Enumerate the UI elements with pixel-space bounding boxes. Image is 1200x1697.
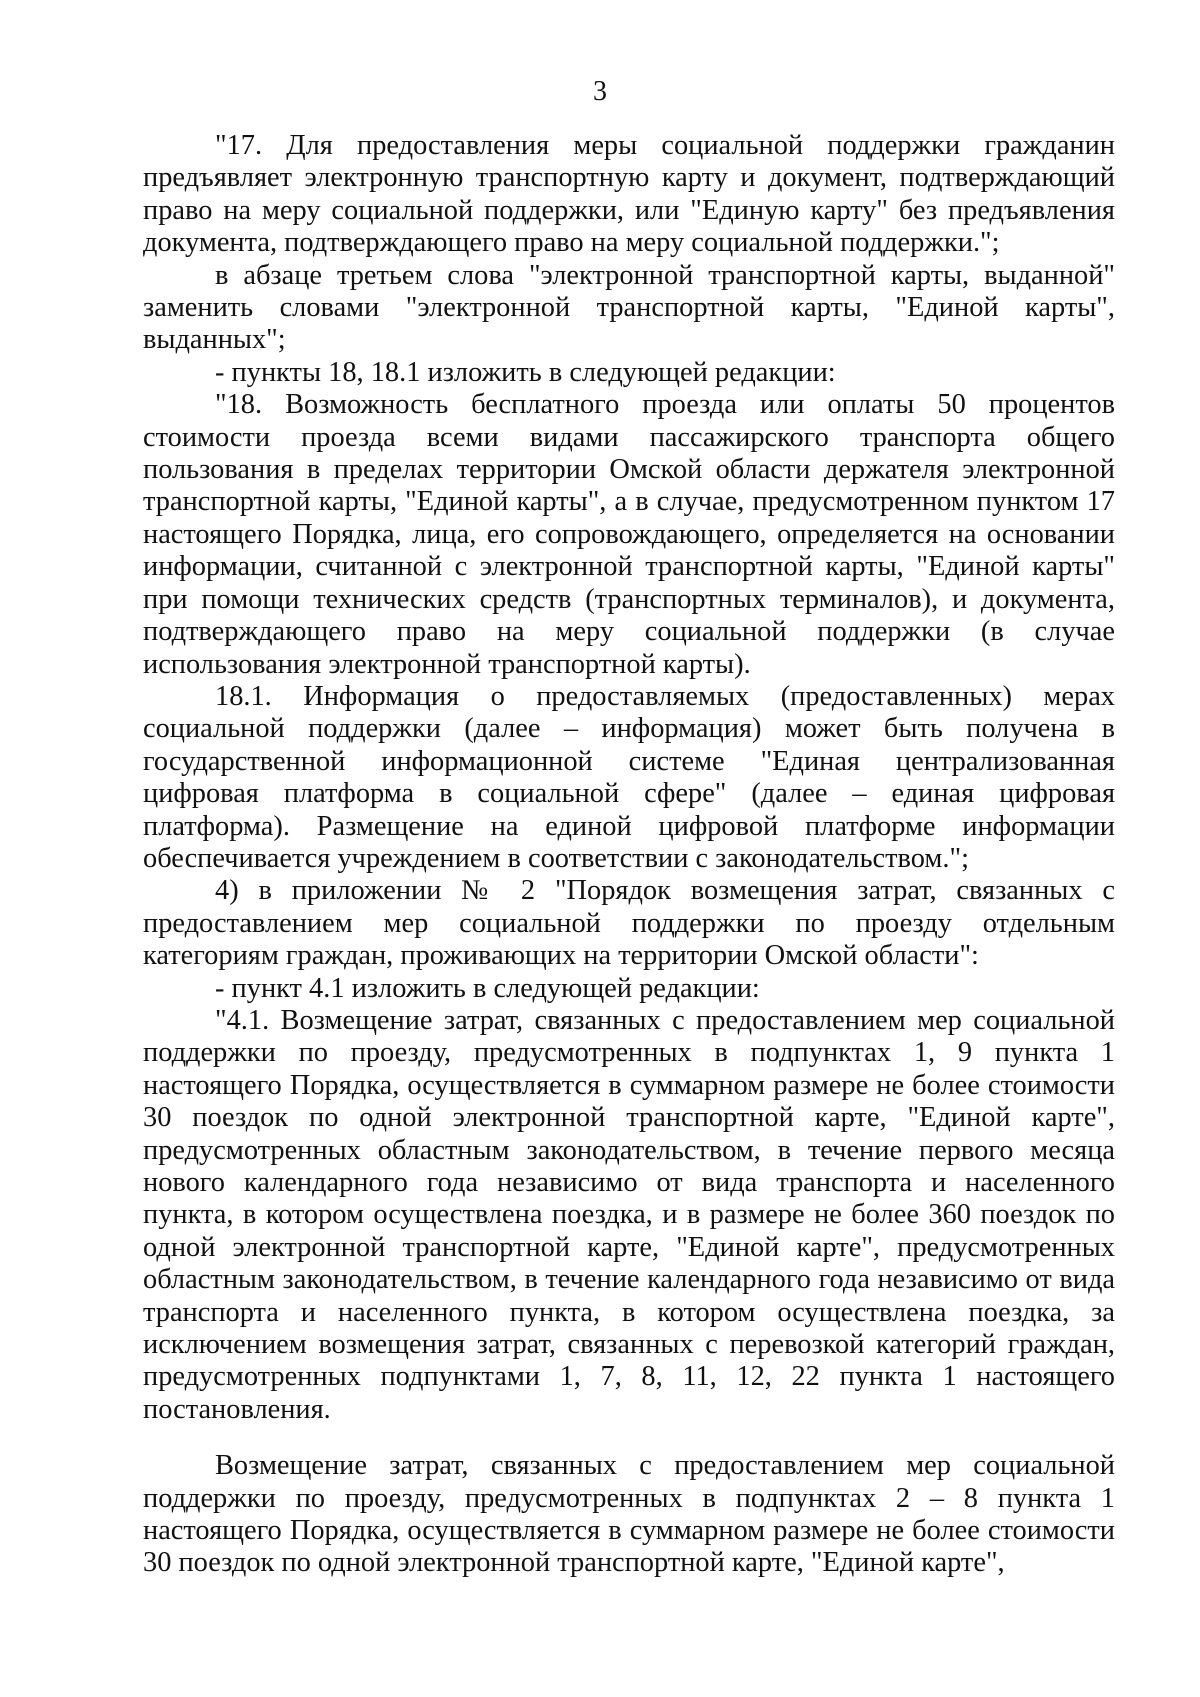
- paragraph-18-1: 18.1. Информация о предоставляемых (предоставленных) мерах социальной поддержки (далее – информация) может быть получена в государственной информационной системе "Единая централизованная цифровая платформа в социальной сфере" (далее – единая цифровая платформа). Размещение на единой цифровой платформе информации обеспечивается учреждением в соответствии с законодательством.";: [143, 680, 1115, 874]
- page-number: 3: [593, 76, 607, 107]
- paragraph-amendment-abzac: в абзаце третьем слова "электронной транспортной карты, выданной" заменить словами "электронной транспортной карты, "Единой карты", выданных";: [143, 259, 1115, 356]
- paragraph-item-4: 4) в приложении № 2 "Порядок возмещения затрат, связанных с предоставлением мер социальной поддержки по проезду отдельным категориям граждан, проживающих на территории Омской области":: [143, 875, 1115, 972]
- paragraph-compensation: Возмещение затрат, связанных с предоставлением мер социальной поддержки по проезду, предусмотренных в подпунктах 2 – 8 пункта 1 настоящего Порядка, осуществляется в суммарном размере не более стоимости 30 поездок по одной электронной транспортной карте, "Единой карте",: [143, 1450, 1115, 1579]
- paragraph-point-4-1-intro: - пункт 4.1 изложить в следующей редакции:: [215, 972, 760, 1004]
- paragraph-18: "18. Возможность бесплатного проезда или оплаты 50 процентов стоимости проезда всеми видами пассажирского транспорта общего пользования в пределах территории Омской области держателя электронной транспортной карты, "Единой карты", а в случае, предусмотренном пунктом 17 настоящего Порядка, лица, его сопровождающего, определяется на основании информации, считанной с электронной транспортной карты, "Единой карты" при помощи технических средств (транспортных терминалов), и документа, подтверждающего право на меру социальной поддержки (в случае использования электронной транспортной карты).: [143, 389, 1115, 680]
- paragraph-points-18-intro: - пункты 18, 18.1 изложить в следующей редакции:: [215, 356, 836, 388]
- paragraph-4-1: "4.1. Возмещение затрат, связанных с предоставлением мер социальной поддержки по проезду, предусмотренных в подпунктах 1, 9 пункта 1 настоящего Порядка, осуществляется в суммарном размере не более стоимости 30 поездок по одной электронной транспортной карте, "Единой карте", предусмотренных областным законодательством, в течение первого месяца нового календарного года независимо от вида транспорта и населенного пункта, в котором осуществлена поездка, и в размере не более 360 поездок по одной электронной транспортной карте, "Единой карте", предусмотренных областным законодательством, в течение календарного года независимо от вида транспорта и населенного пункта, в котором осуществлена поездка, за исключением возмещения затрат, связанных с перевозкой категорий граждан, предусмотренных подпунктами 1, 7, 8, 11, 12, 22 пункта 1 настоящего постановления.: [143, 1004, 1115, 1425]
- document-body: [143, 130, 1115, 1580]
- paragraph-17: "17. Для предоставления меры социальной поддержки гражданин предъявляет электронную транспортную карту и документ, подтверждающий право на меру социальной поддержки, или "Единую карту" без предъявления документа, подтверждающего право на меру социальной поддержки.";: [143, 130, 1115, 259]
